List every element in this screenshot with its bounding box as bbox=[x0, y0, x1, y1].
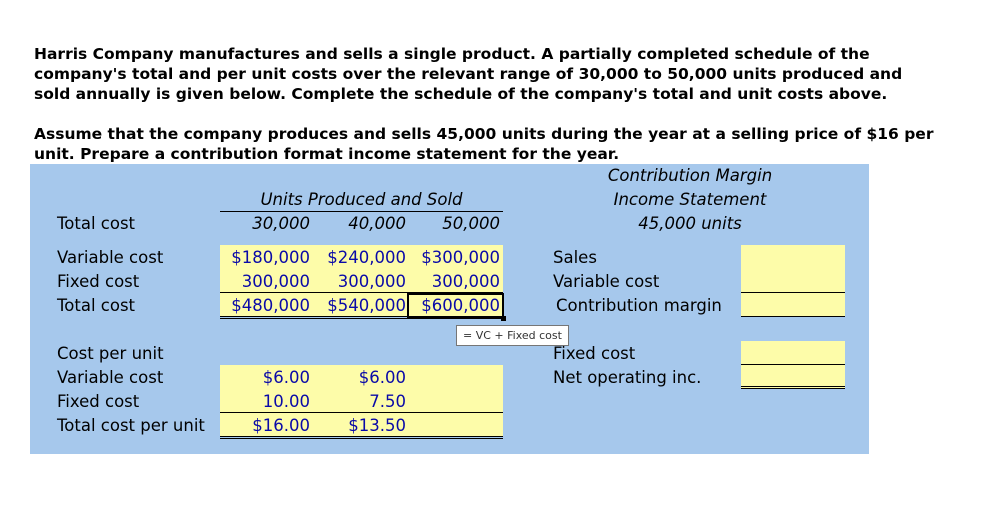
cell-fixed-50000[interactable]: 300,000 bbox=[431, 272, 500, 291]
instructions-line: Assume that the company produces and sells 45,000 units during the year at a selling price of $16 per bbox=[34, 125, 934, 143]
income-statement-title-1: Contribution Margin bbox=[607, 166, 773, 185]
is-label-sales: Sales bbox=[553, 248, 597, 267]
cell-fixed-40000[interactable]: 300,000 bbox=[337, 272, 406, 291]
units-40000: 40,000 bbox=[348, 214, 406, 233]
row-label-total-cost-per-unit: Total cost per unit bbox=[57, 416, 205, 435]
cell-variable-30000[interactable]: $180,000 bbox=[231, 248, 310, 267]
instructions-paragraph-2 bbox=[34, 124, 933, 164]
instructions-line: Harris Company manufactures and sells a single product. A partially completed schedule of the bbox=[34, 45, 870, 63]
is-cm-line bbox=[741, 316, 845, 317]
income-statement-lower-input-cells[interactable] bbox=[741, 341, 845, 389]
is-label-variable-cost: Variable cost bbox=[553, 272, 660, 291]
instructions-line: sold annually is given below. Complete the schedule of the company's total and unit costs above. bbox=[34, 85, 888, 103]
total-cost-heading: Total cost bbox=[57, 214, 136, 233]
is-net-double-underline bbox=[741, 386, 845, 389]
cell-total-40000[interactable]: $540,000 bbox=[327, 296, 406, 315]
selected-cell-outline[interactable] bbox=[407, 293, 504, 319]
is-subtotal-line bbox=[741, 292, 845, 293]
cell-unit-fixed-40000[interactable]: 7.50 bbox=[369, 392, 406, 411]
unit-subtotal-line bbox=[220, 412, 503, 413]
is-label-net-operating-income: Net operating inc. bbox=[553, 368, 702, 387]
income-statement-title-2: Income Statement bbox=[613, 190, 767, 209]
is-label-fixed-cost: Fixed cost bbox=[553, 344, 636, 363]
row-label-unit-variable-cost: Variable cost bbox=[57, 368, 164, 387]
row-label-unit-fixed-cost: Fixed cost bbox=[57, 392, 140, 411]
is-label-contribution-margin: Contribution margin bbox=[556, 296, 722, 315]
income-statement-input-cells[interactable] bbox=[741, 245, 845, 317]
units-50000: 50,000 bbox=[442, 214, 500, 233]
cost-per-unit-heading: Cost per unit bbox=[57, 344, 164, 363]
cell-variable-50000[interactable]: $300,000 bbox=[421, 248, 500, 267]
units-30000: 30,000 bbox=[252, 214, 310, 233]
cell-unit-fixed-30000[interactable]: 10.00 bbox=[262, 392, 310, 411]
units-produced-header: Units Produced and Sold bbox=[260, 190, 463, 209]
is-fixed-line bbox=[741, 364, 845, 365]
unit-total-double-underline bbox=[220, 436, 503, 439]
row-label-fixed-cost: Fixed cost bbox=[57, 272, 140, 291]
row-label-total-cost: Total cost bbox=[57, 296, 136, 315]
cell-total-30000[interactable]: $480,000 bbox=[231, 296, 310, 315]
fill-handle[interactable] bbox=[501, 316, 506, 321]
cell-unit-total-30000[interactable]: $16.00 bbox=[252, 416, 310, 435]
cell-variable-40000[interactable]: $240,000 bbox=[327, 248, 406, 267]
instructions-paragraph-1 bbox=[34, 44, 902, 104]
header-underline bbox=[220, 211, 503, 212]
instructions-line: unit. Prepare a contribution format income statement for the year. bbox=[34, 145, 620, 163]
cell-total-50000[interactable]: $600,000 bbox=[421, 296, 500, 315]
cell-comment-tooltip: = VC + Fixed cost bbox=[456, 325, 569, 346]
income-statement-title-3: 45,000 units bbox=[638, 214, 742, 233]
cell-fixed-30000[interactable]: 300,000 bbox=[241, 272, 310, 291]
instructions-line: company's total and per unit costs over the relevant range of 30,000 to 50,000 units produced and bbox=[34, 65, 903, 83]
cell-unit-variable-30000[interactable]: $6.00 bbox=[262, 368, 310, 387]
row-label-variable-cost: Variable cost bbox=[57, 248, 164, 267]
cell-unit-total-40000[interactable]: $13.50 bbox=[348, 416, 406, 435]
cell-unit-variable-40000[interactable]: $6.00 bbox=[358, 368, 406, 387]
